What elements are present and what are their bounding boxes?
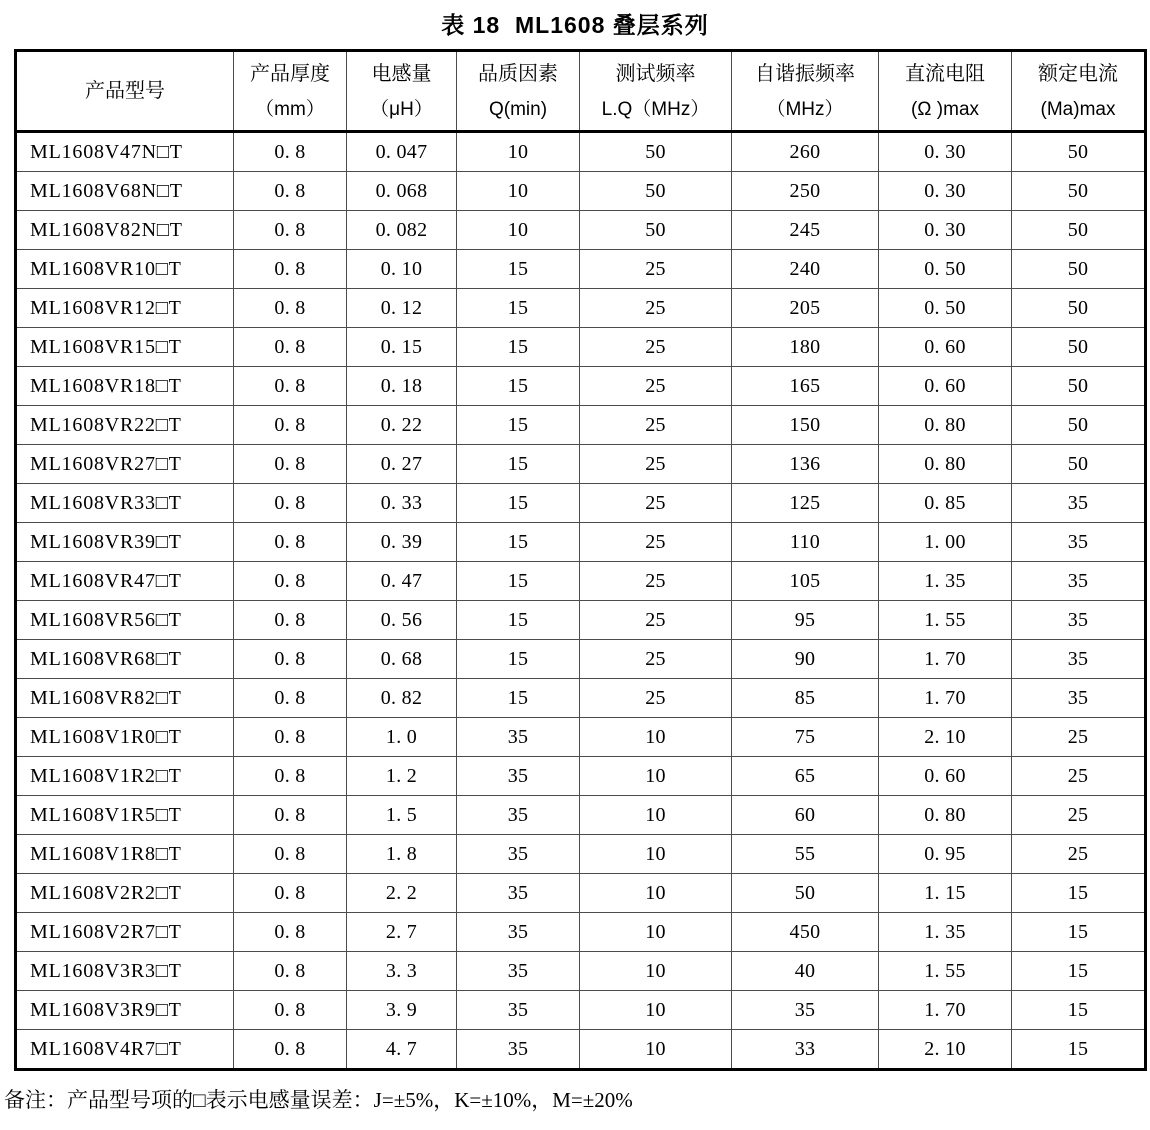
table-cell: 0. 8	[234, 484, 347, 523]
table-cell: 2. 2	[347, 874, 457, 913]
table-cell: 15	[1012, 913, 1146, 952]
table-cell: 25	[580, 250, 732, 289]
cell-model: ML1608V1R2□T	[16, 757, 234, 796]
table-cell: 15	[457, 484, 580, 523]
table-cell: 15	[457, 328, 580, 367]
cell-model: ML1608V3R9□T	[16, 991, 234, 1030]
table-cell: 0. 47	[347, 562, 457, 601]
table-cell: 10	[457, 132, 580, 172]
table-cell: 1. 15	[879, 874, 1012, 913]
table-cell: 25	[1012, 835, 1146, 874]
table-cell: 60	[732, 796, 879, 835]
table-cell: 25	[580, 679, 732, 718]
table-cell: 25	[580, 562, 732, 601]
table-cell: 0. 8	[234, 328, 347, 367]
header-line2: (Ω )max	[910, 98, 980, 120]
header-line1: 电感量	[371, 62, 432, 85]
table-row	[16, 796, 1146, 835]
header-line1: 直流电阻	[905, 62, 985, 85]
cell-model: ML1608VR12□T	[16, 289, 234, 328]
table-cell: 35	[1012, 523, 1146, 562]
table-cell: 50	[580, 211, 732, 250]
table-cell: 35	[457, 874, 580, 913]
table-cell: 15	[1012, 952, 1146, 991]
table-cell: 2. 10	[879, 718, 1012, 757]
table-cell: 15	[1012, 874, 1146, 913]
table-row	[16, 913, 1146, 952]
cell-model: ML1608VR82□T	[16, 679, 234, 718]
table-cell: 4. 7	[347, 1030, 457, 1070]
table-cell: 150	[732, 406, 879, 445]
table-cell: 25	[580, 601, 732, 640]
table-cell: 50	[580, 172, 732, 211]
table-cell: 0. 8	[234, 757, 347, 796]
table-row	[16, 601, 1146, 640]
cell-model: ML1608VR68□T	[16, 640, 234, 679]
table-cell: 0. 18	[347, 367, 457, 406]
table-cell: 35	[457, 835, 580, 874]
header-line1: 产品厚度	[250, 62, 330, 85]
table-cell: 15	[457, 523, 580, 562]
cell-model: ML1608V1R0□T	[16, 718, 234, 757]
table-cell: 50	[1012, 445, 1146, 484]
table-cell: 0. 10	[347, 250, 457, 289]
table-cell: 0. 33	[347, 484, 457, 523]
table-cell: 0. 12	[347, 289, 457, 328]
table-cell: 10	[580, 874, 732, 913]
header-line2: （μH）	[370, 98, 433, 120]
header-cell	[1012, 51, 1146, 132]
table-cell: 10	[580, 835, 732, 874]
cell-model: ML1608V47N□T	[16, 132, 234, 172]
header-line2: Q(min)	[488, 98, 548, 120]
table-cell: 1. 55	[879, 952, 1012, 991]
table-row	[16, 484, 1146, 523]
table-cell: 35	[1012, 601, 1146, 640]
footnote: 备注：产品型号项的□表示电感量误差：J=±5%，K=±10%，M=±20%	[4, 1088, 633, 1112]
table-row	[16, 835, 1146, 874]
table-cell: 25	[580, 523, 732, 562]
cell-model: ML1608VR18□T	[16, 367, 234, 406]
table-cell: 35	[732, 991, 879, 1030]
header-line2: （mm）	[255, 98, 325, 120]
table-row	[16, 640, 1146, 679]
table-cell: 1. 8	[347, 835, 457, 874]
table-cell: 35	[457, 757, 580, 796]
table-cell: 10	[580, 1030, 732, 1070]
table-cell: 35	[457, 913, 580, 952]
table-cell: 0. 8	[234, 952, 347, 991]
cell-model: ML1608V1R5□T	[16, 796, 234, 835]
table-cell: 0. 27	[347, 445, 457, 484]
table-cell: 25	[580, 289, 732, 328]
table-cell: 450	[732, 913, 879, 952]
cell-model: ML1608V68N□T	[16, 172, 234, 211]
table-cell: 110	[732, 523, 879, 562]
table-cell: 0. 50	[879, 289, 1012, 328]
header-row	[16, 51, 1146, 132]
table-row	[16, 289, 1146, 328]
table-cell: 0. 56	[347, 601, 457, 640]
table-cell: 0. 8	[234, 523, 347, 562]
table-cell: 0. 95	[879, 835, 1012, 874]
table-row	[16, 132, 1146, 172]
table-row	[16, 874, 1146, 913]
table-cell: 50	[580, 132, 732, 172]
header-line2: (Ma)max	[1040, 98, 1116, 120]
table-cell: 40	[732, 952, 879, 991]
table-cell: 15	[457, 601, 580, 640]
table-cell: 165	[732, 367, 879, 406]
table-cell: 25	[580, 445, 732, 484]
cell-model: ML1608V2R2□T	[16, 874, 234, 913]
table-cell: 50	[1012, 250, 1146, 289]
table-cell: 0. 68	[347, 640, 457, 679]
table-cell: 0. 8	[234, 250, 347, 289]
header-cell	[580, 51, 732, 132]
table-cell: 15	[457, 406, 580, 445]
table-cell: 25	[1012, 757, 1146, 796]
table-cell: 0. 8	[234, 211, 347, 250]
table-cell: 55	[732, 835, 879, 874]
header-line1: 产品型号	[85, 80, 165, 102]
header-cell	[347, 51, 457, 132]
table-cell: 15	[1012, 1030, 1146, 1070]
table-cell: 0. 8	[234, 913, 347, 952]
table-cell: 250	[732, 172, 879, 211]
table-cell: 0. 80	[879, 796, 1012, 835]
table-cell: 25	[580, 640, 732, 679]
cell-model: ML1608VR27□T	[16, 445, 234, 484]
table-cell: 0. 39	[347, 523, 457, 562]
table-cell: 0. 60	[879, 757, 1012, 796]
table-row	[16, 679, 1146, 718]
table-cell: 10	[580, 913, 732, 952]
table-cell: 35	[1012, 484, 1146, 523]
table-cell: 1. 0	[347, 718, 457, 757]
table-cell: 0. 082	[347, 211, 457, 250]
table-cell: 1. 70	[879, 679, 1012, 718]
table-cell: 0. 85	[879, 484, 1012, 523]
cell-model: ML1608V1R8□T	[16, 835, 234, 874]
table-cell: 0. 8	[234, 679, 347, 718]
table-cell: 0. 8	[234, 1030, 347, 1070]
table-cell: 0. 8	[234, 445, 347, 484]
table-cell: 10	[457, 211, 580, 250]
table-cell: 0. 80	[879, 406, 1012, 445]
table-cell: 0. 8	[234, 796, 347, 835]
table-cell: 25	[580, 328, 732, 367]
table-row	[16, 991, 1146, 1030]
table-cell: 1. 55	[879, 601, 1012, 640]
cell-model: ML1608VR33□T	[16, 484, 234, 523]
table-cell: 3. 9	[347, 991, 457, 1030]
table-body	[16, 132, 1146, 1070]
table-cell: 15	[457, 445, 580, 484]
header-cell	[16, 51, 234, 132]
cell-model: ML1608VR47□T	[16, 562, 234, 601]
table-cell: 10	[580, 796, 732, 835]
table-cell: 1. 35	[879, 913, 1012, 952]
table-cell: 1. 2	[347, 757, 457, 796]
header-line1: 自谐振频率	[755, 62, 855, 85]
ml1608-spec-table	[14, 49, 1147, 1071]
table-row	[16, 406, 1146, 445]
table-cell: 10	[580, 718, 732, 757]
table-cell: 1. 00	[879, 523, 1012, 562]
table-row	[16, 757, 1146, 796]
table-cell: 0. 8	[234, 718, 347, 757]
header-line1: 品质因素	[478, 62, 558, 85]
table-cell: 0. 60	[879, 328, 1012, 367]
header-cell	[879, 51, 1012, 132]
table-cell: 2. 7	[347, 913, 457, 952]
table-cell: 0. 80	[879, 445, 1012, 484]
table-cell: 25	[580, 367, 732, 406]
table-cell: 15	[457, 640, 580, 679]
header-cell	[457, 51, 580, 132]
table-cell: 10	[580, 952, 732, 991]
table-cell: 0. 15	[347, 328, 457, 367]
table-cell: 15	[457, 562, 580, 601]
table-cell: 50	[1012, 132, 1146, 172]
table-row	[16, 445, 1146, 484]
table-cell: 0. 8	[234, 562, 347, 601]
table-cell: 1. 5	[347, 796, 457, 835]
table-cell: 180	[732, 328, 879, 367]
table-cell: 0. 8	[234, 367, 347, 406]
table-cell: 105	[732, 562, 879, 601]
table-cell: 50	[1012, 406, 1146, 445]
table-row	[16, 562, 1146, 601]
table-cell: 95	[732, 601, 879, 640]
table-cell: 35	[457, 1030, 580, 1070]
table-cell: 85	[732, 679, 879, 718]
cell-model: ML1608V4R7□T	[16, 1030, 234, 1070]
cell-model: ML1608VR56□T	[16, 601, 234, 640]
cell-model: ML1608VR10□T	[16, 250, 234, 289]
table-cell: 0. 8	[234, 601, 347, 640]
table-cell: 15	[1012, 991, 1146, 1030]
table-cell: 2. 10	[879, 1030, 1012, 1070]
table-cell: 0. 8	[234, 874, 347, 913]
table-cell: 35	[1012, 562, 1146, 601]
table-cell: 245	[732, 211, 879, 250]
table-row	[16, 250, 1146, 289]
cell-model: ML1608VR39□T	[16, 523, 234, 562]
table-cell: 10	[457, 172, 580, 211]
table-cell: 1. 70	[879, 991, 1012, 1030]
table-cell: 0. 60	[879, 367, 1012, 406]
table-cell: 35	[457, 991, 580, 1030]
header-line1: 额定电流	[1038, 62, 1118, 85]
cell-model: ML1608V3R3□T	[16, 952, 234, 991]
table-row	[16, 172, 1146, 211]
cell-model: ML1608V2R7□T	[16, 913, 234, 952]
table-cell: 0. 8	[234, 289, 347, 328]
cell-model: ML1608VR22□T	[16, 406, 234, 445]
table-row	[16, 718, 1146, 757]
table-cell: 15	[457, 679, 580, 718]
table-cell: 240	[732, 250, 879, 289]
table-cell: 35	[457, 796, 580, 835]
header-line2: （MHz）	[766, 98, 844, 120]
table-cell: 90	[732, 640, 879, 679]
cell-model: ML1608V82N□T	[16, 211, 234, 250]
table-cell: 0. 8	[234, 835, 347, 874]
table-cell: 25	[1012, 718, 1146, 757]
table-cell: 50	[732, 874, 879, 913]
table-cell: 0. 8	[234, 132, 347, 172]
header-cell	[234, 51, 347, 132]
table-cell: 0. 50	[879, 250, 1012, 289]
table-cell: 50	[1012, 367, 1146, 406]
table-cell: 35	[1012, 679, 1146, 718]
header-cell	[732, 51, 879, 132]
table-cell: 15	[457, 367, 580, 406]
table-cell: 10	[580, 757, 732, 796]
table-row	[16, 523, 1146, 562]
table-cell: 75	[732, 718, 879, 757]
table-cell: 0. 8	[234, 172, 347, 211]
table-cell: 0. 047	[347, 132, 457, 172]
table-row	[16, 367, 1146, 406]
table-cell: 65	[732, 757, 879, 796]
table-cell: 0. 8	[234, 406, 347, 445]
table-cell: 10	[580, 991, 732, 1030]
table-cell: 0. 22	[347, 406, 457, 445]
header-line1: 测试频率	[615, 62, 696, 85]
table-cell: 205	[732, 289, 879, 328]
table-row	[16, 328, 1146, 367]
table-title: 表 18 ML1608 叠层系列	[441, 12, 709, 38]
table-cell: 0. 82	[347, 679, 457, 718]
table-cell: 136	[732, 445, 879, 484]
table-cell: 1. 35	[879, 562, 1012, 601]
table-cell: 260	[732, 132, 879, 172]
table-cell: 125	[732, 484, 879, 523]
table-cell: 35	[457, 718, 580, 757]
table-cell: 15	[457, 289, 580, 328]
table-cell: 50	[1012, 172, 1146, 211]
table-cell: 35	[1012, 640, 1146, 679]
table-cell: 50	[1012, 211, 1146, 250]
table-cell: 0. 30	[879, 172, 1012, 211]
table-cell: 25	[580, 406, 732, 445]
cell-model: ML1608VR15□T	[16, 328, 234, 367]
table-cell: 25	[1012, 796, 1146, 835]
header-line2: L.Q（MHz）	[601, 98, 710, 120]
table-cell: 0. 068	[347, 172, 457, 211]
table-cell: 35	[457, 952, 580, 991]
table-cell: 25	[580, 484, 732, 523]
table-cell: 0. 8	[234, 640, 347, 679]
table-cell: 1. 70	[879, 640, 1012, 679]
table-cell: 33	[732, 1030, 879, 1070]
table-cell: 0. 30	[879, 211, 1012, 250]
table-row	[16, 211, 1146, 250]
table-cell: 50	[1012, 289, 1146, 328]
table-cell: 3. 3	[347, 952, 457, 991]
table-row	[16, 1030, 1146, 1070]
table-cell: 0. 30	[879, 132, 1012, 172]
table-row	[16, 952, 1146, 991]
table-cell: 0. 8	[234, 991, 347, 1030]
table-cell: 50	[1012, 328, 1146, 367]
table-cell: 15	[457, 250, 580, 289]
